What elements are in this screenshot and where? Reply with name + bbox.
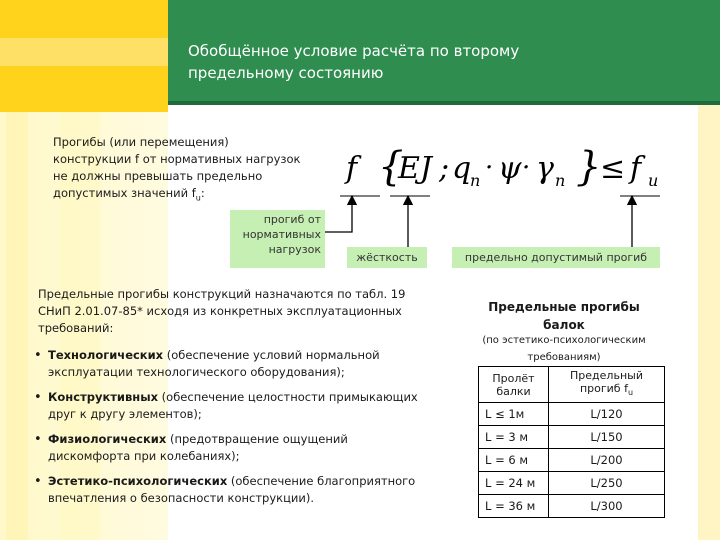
table-subtitle-line: (по эстетико-психологическим	[482, 335, 646, 346]
requirements-list	[34, 347, 444, 515]
intro-line	[53, 185, 323, 206]
table-header-row	[479, 367, 665, 403]
callout-deflection	[230, 210, 325, 268]
formula-semicolon: ;	[439, 151, 450, 186]
paragraph-line: СНиП 2.01.07-85* исходя из конкретных эксплуатационных	[38, 304, 402, 318]
formula-open-brace: {	[378, 144, 404, 190]
formula-gamma-sub: n	[555, 171, 566, 190]
table-subtitle-line: требованиям)	[527, 352, 601, 363]
formula-ej: EJ	[398, 151, 432, 186]
formula-fu-sub: u	[648, 171, 659, 190]
table-cell-limit: L/300	[549, 495, 665, 518]
yellow-stripe	[0, 38, 168, 66]
table-row	[479, 472, 665, 495]
table-cell-span: L = 36 м	[479, 495, 549, 518]
paragraph-line: Предельные прогибы конструкций назначаются по табл. 19	[38, 287, 406, 301]
bullet-icon: •	[34, 474, 42, 489]
paragraph-line: требований:	[38, 321, 114, 335]
table-cell-span: L ≤ 1м	[479, 403, 549, 426]
list-item	[34, 389, 444, 423]
top-left-yellow-block	[0, 0, 168, 112]
table-cell-limit: L/120	[549, 403, 665, 426]
slide-header	[168, 0, 720, 105]
table-row	[479, 403, 665, 426]
subscript: u	[195, 193, 201, 203]
list-item	[34, 473, 444, 507]
list-item-term: Эстетико-психологических	[48, 474, 228, 488]
table-row	[479, 449, 665, 472]
table-cell-limit: L/150	[549, 426, 665, 449]
table-row	[479, 426, 665, 449]
header-line	[555, 382, 658, 399]
header-text: прогиб f	[579, 382, 628, 396]
list-item-line	[48, 473, 444, 490]
list-item-text: (предотвращение ощущений	[166, 432, 348, 446]
formula-q-sub: n	[470, 171, 481, 190]
callout-limit: предельно допустимый прогиб	[452, 247, 660, 268]
formula-gamma: γ	[536, 151, 554, 186]
formula-dot: ·	[485, 153, 494, 183]
bullet-icon: •	[34, 390, 42, 405]
deflection-formula	[338, 140, 678, 190]
list-item-line: эксплуатации технологического оборудования);	[48, 365, 345, 379]
list-item-line	[48, 347, 444, 364]
table-cell-limit: L/250	[549, 472, 665, 495]
header-line: Пролёт	[492, 371, 535, 385]
intro-text	[53, 134, 323, 206]
list-item-line: впечатления о безопасности конструкции).	[48, 491, 314, 505]
bullet-icon: •	[34, 348, 42, 363]
table-subtitle	[466, 332, 662, 366]
list-item-line: друг к другу элементов);	[48, 407, 202, 421]
callout-stiffness: жёсткость	[347, 247, 427, 268]
formula-psi: ψ	[498, 151, 522, 186]
callout-line: нагрузок	[268, 243, 321, 256]
table-cell-span: L = 24 м	[479, 472, 549, 495]
subscript: u	[627, 388, 634, 398]
list-item-line: дискомфорта при колебаниях);	[48, 449, 240, 463]
list-item-text: (обеспечение благоприятного	[227, 474, 416, 488]
table-cell-span: L = 3 м	[479, 426, 549, 449]
intro-line: конструкции f от нормативных нагрузок	[53, 152, 301, 166]
callout-line: прогиб от	[263, 213, 321, 226]
list-item-line	[48, 389, 444, 406]
intro-line-colon: :	[200, 186, 205, 200]
list-item-text: (обеспечение целостности примыкающих	[158, 390, 418, 404]
intro-line: не должны превышать предельно	[53, 169, 263, 183]
bullet-icon: •	[34, 432, 42, 447]
table-cell-span: L = 6 м	[479, 449, 549, 472]
slide-title-line: Обобщённое условие расчёта по второму	[188, 42, 520, 60]
norms-paragraph	[38, 286, 433, 337]
formula-fu: f	[630, 151, 642, 186]
list-item	[34, 431, 444, 465]
slide-title-line: предельному состоянию	[188, 64, 384, 82]
list-item-term: Физиологических	[48, 432, 167, 446]
formula-f: f	[346, 151, 358, 186]
header-line: Предельный	[570, 369, 643, 383]
formula-leq: ≤	[600, 151, 626, 186]
list-item	[34, 347, 444, 381]
list-item-text: (обеспечение условий нормальной	[163, 348, 380, 362]
formula-q: q	[452, 151, 472, 186]
table-title-line: балок	[543, 318, 585, 332]
table-title-line: Предельные прогибы	[488, 300, 640, 314]
arrow-deflection	[325, 200, 352, 232]
header-line: балки	[496, 384, 531, 398]
table-cell-limit: L/200	[549, 449, 665, 472]
table-row	[479, 495, 665, 518]
deflection-limits-table	[478, 366, 665, 518]
list-item-term: Конструктивных	[48, 390, 159, 404]
table-header-span	[479, 367, 549, 403]
table-header-limit	[549, 367, 665, 403]
formula-close-brace: }	[576, 144, 602, 190]
slide-title	[188, 40, 688, 84]
formula-dot: ·	[522, 153, 531, 183]
intro-line-text: допустимых значений f	[53, 186, 196, 200]
table-title	[470, 298, 658, 334]
list-item-line	[48, 431, 444, 448]
list-item-term: Технологических	[48, 348, 164, 362]
callout-line: нормативных	[242, 228, 321, 241]
intro-line: Прогибы (или перемещения)	[53, 135, 229, 149]
